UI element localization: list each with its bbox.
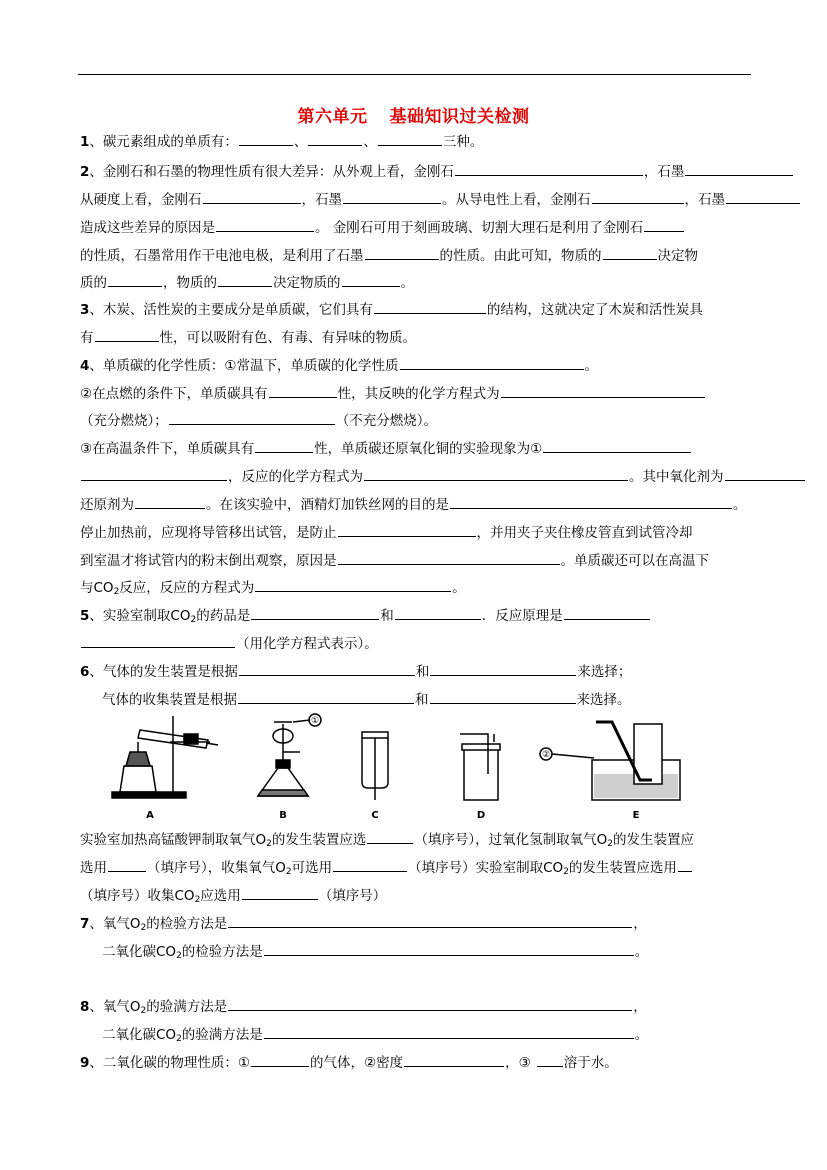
answer-blank[interactable] [264, 1024, 634, 1039]
answer-blank[interactable] [338, 522, 476, 537]
answer-blank[interactable] [135, 494, 205, 509]
answer-blank[interactable] [367, 829, 413, 844]
apparatus-label-c: C [371, 810, 379, 821]
question-6-line-5: （填序号）收集$CO_2$应选用 （填序号） [80, 885, 386, 906]
question-4-line-3: （充分燃烧）； （不充分燃烧）。 [80, 410, 437, 431]
question-6-line-2: 气体的收集装置是根据 和 来选择。 [102, 689, 631, 710]
question-2-line-5: 质的 ，物质的 决定物质的 。 [80, 272, 414, 293]
answer-blank[interactable] [333, 857, 407, 872]
answer-blank[interactable] [564, 605, 650, 620]
answer-blank[interactable] [251, 605, 379, 620]
answer-blank[interactable] [378, 131, 442, 146]
answer-blank[interactable] [430, 689, 576, 704]
answer-blank[interactable] [404, 1052, 504, 1067]
answer-blank[interactable] [255, 577, 451, 592]
page-title: 第六单元 基础知识过关检测 [297, 107, 530, 127]
answer-blank[interactable] [400, 355, 584, 370]
answer-blank[interactable] [203, 189, 301, 204]
answer-blank[interactable] [218, 272, 272, 287]
question-8-line-2: 二氧化碳$CO_2$的验满方法是 。 [102, 1024, 648, 1045]
question-2-line-1: 2、金刚石和石墨的物理性质有很大差异：从外观上看，金刚石 ，石墨 [80, 161, 794, 182]
answer-blank[interactable] [169, 410, 335, 425]
header-rule [78, 74, 751, 75]
apparatus-b [258, 714, 321, 796]
apparatus-c [362, 732, 388, 800]
answer-blank[interactable] [338, 550, 560, 565]
question-2-line-3: 造成这些差异的原因是 。 金刚石可用于刻画玻璃、切割大理石是利用了金刚石 [80, 217, 685, 238]
question-6-line-3: 实验室加热高锰酸钾制取氧气$O_2$的发生装置应选 （填序号），过氧化氢制取氧气$O_2$的发生装置应 [80, 829, 694, 850]
question-2-line-4: 的性质，石墨常用作干电池电极，是利用了石墨 的性质。由此可知，物质的 决定物 [80, 245, 698, 266]
apparatus-label-d: D [476, 810, 486, 821]
question-9-line-1: 9、二氧化碳的物理性质：① 的气体，②密度 ，③ 溶于水。 [80, 1052, 618, 1073]
answer-blank[interactable] [238, 689, 414, 704]
answer-blank[interactable] [239, 661, 415, 676]
answer-blank[interactable] [374, 299, 486, 314]
question-3-line-1: 3、木炭、活性炭的主要成分是单质碳，它们具有 的结构，这就决定了木炭和活性炭具 [80, 299, 703, 320]
question-4-line-4: ③在高温条件下，单质碳具有 性，单质碳还原氧化铜的实验现象为① [80, 438, 692, 459]
question-4-line-1: 4、单质碳的化学性质：①常温下，单质碳的化学性质 。 [80, 355, 598, 376]
answer-blank[interactable] [242, 885, 318, 900]
answer-blank[interactable] [342, 272, 400, 287]
answer-blank[interactable] [308, 131, 362, 146]
answer-blank[interactable] [239, 131, 293, 146]
answer-blank[interactable] [108, 857, 146, 872]
answer-blank[interactable] [228, 913, 632, 928]
question-4-line-7: 停止加热前，应现将导管移出试管，是防止 ，并用夹子夹住橡皮管直到试管冷却 [80, 522, 693, 543]
question-7-line-1: 7、氧气$O_2$的检验方法是 ， [80, 913, 647, 934]
question-7-line-2: 二氧化碳$CO_2$的检验方法是 。 [102, 941, 648, 962]
question-2-line-2: 从硬度上看，金刚石 ，石墨 。从导电性上看，金刚石 ，石墨 [80, 189, 801, 210]
question-4-line-9: 与$CO_2$反应，反应的方程式为 。 [80, 577, 466, 598]
answer-blank[interactable] [501, 383, 705, 398]
answer-blank[interactable] [395, 605, 481, 620]
apparatus-label-e: E [632, 810, 640, 821]
answer-blank[interactable] [251, 1052, 309, 1067]
question-4-line-2: ②在点燃的条件下，单质碳具有 性，其反映的化学方程式为 [80, 383, 706, 404]
lab-apparatus-figure [100, 712, 700, 824]
question-6-line-1: 6、气体的发生装置是根据 和 来选择； [80, 661, 631, 682]
answer-blank[interactable] [264, 941, 634, 956]
answer-blank[interactable] [603, 245, 657, 260]
answer-blank[interactable] [343, 189, 441, 204]
answer-blank[interactable] [108, 272, 162, 287]
question-6-line-4: 选用 （填序号），收集氧气$O_2$可选用 （填序号）实验室制取$CO_2$的发生装置应选用 [80, 857, 693, 878]
apparatus-e [540, 722, 680, 800]
question-5-line-2: （用化学方程式表示）。 [80, 633, 378, 654]
answer-blank[interactable] [255, 438, 313, 453]
apparatus-label-a: A [146, 810, 154, 821]
question-1: 1、碳元素组成的单质有： 、 、 三种。 [80, 131, 483, 152]
answer-blank[interactable] [228, 996, 632, 1011]
answer-blank[interactable] [537, 1052, 563, 1067]
answer-blank[interactable] [216, 217, 314, 232]
answer-blank[interactable] [455, 161, 643, 176]
answer-blank[interactable] [644, 217, 684, 232]
answer-blank[interactable] [364, 466, 628, 481]
answer-blank[interactable] [430, 661, 576, 676]
answer-blank[interactable] [365, 245, 439, 260]
callout-2: ② [541, 750, 551, 760]
answer-blank[interactable] [726, 189, 800, 204]
apparatus-label-b: B [279, 810, 287, 821]
answer-blank[interactable] [450, 494, 732, 509]
callout-1: ① [310, 716, 320, 726]
answer-blank[interactable] [592, 189, 684, 204]
answer-blank[interactable] [81, 633, 235, 648]
answer-blank[interactable] [95, 327, 159, 342]
answer-blank[interactable] [81, 466, 227, 481]
answer-blank[interactable] [543, 438, 691, 453]
apparatus-a [112, 716, 218, 798]
question-5-line-1: 5、实验室制取$CO_2$的药品是 和 ．反应原理是 [80, 605, 651, 626]
answer-blank[interactable] [725, 466, 805, 481]
question-4-line-6: 还原剂为 。在该实验中，酒精灯加铁丝网的目的是 。 [80, 494, 747, 515]
answer-blank[interactable] [685, 161, 793, 176]
question-8-line-1: 8、氧气$O_2$的验满方法是 ， [80, 996, 647, 1017]
answer-blank[interactable] [269, 383, 337, 398]
apparatus-d [460, 734, 500, 800]
question-3-line-2: 有 性，可以吸附有色、有毒、有异味的物质。 [80, 327, 416, 348]
question-4-line-8: 到室温才将试管内的粉末倒出观察，原因是 。单质碳还可以在高温下 [80, 550, 709, 571]
answer-blank[interactable] [678, 857, 692, 872]
question-4-line-5: ，反应的化学方程式为 。其中氧化剂为 [80, 466, 806, 487]
